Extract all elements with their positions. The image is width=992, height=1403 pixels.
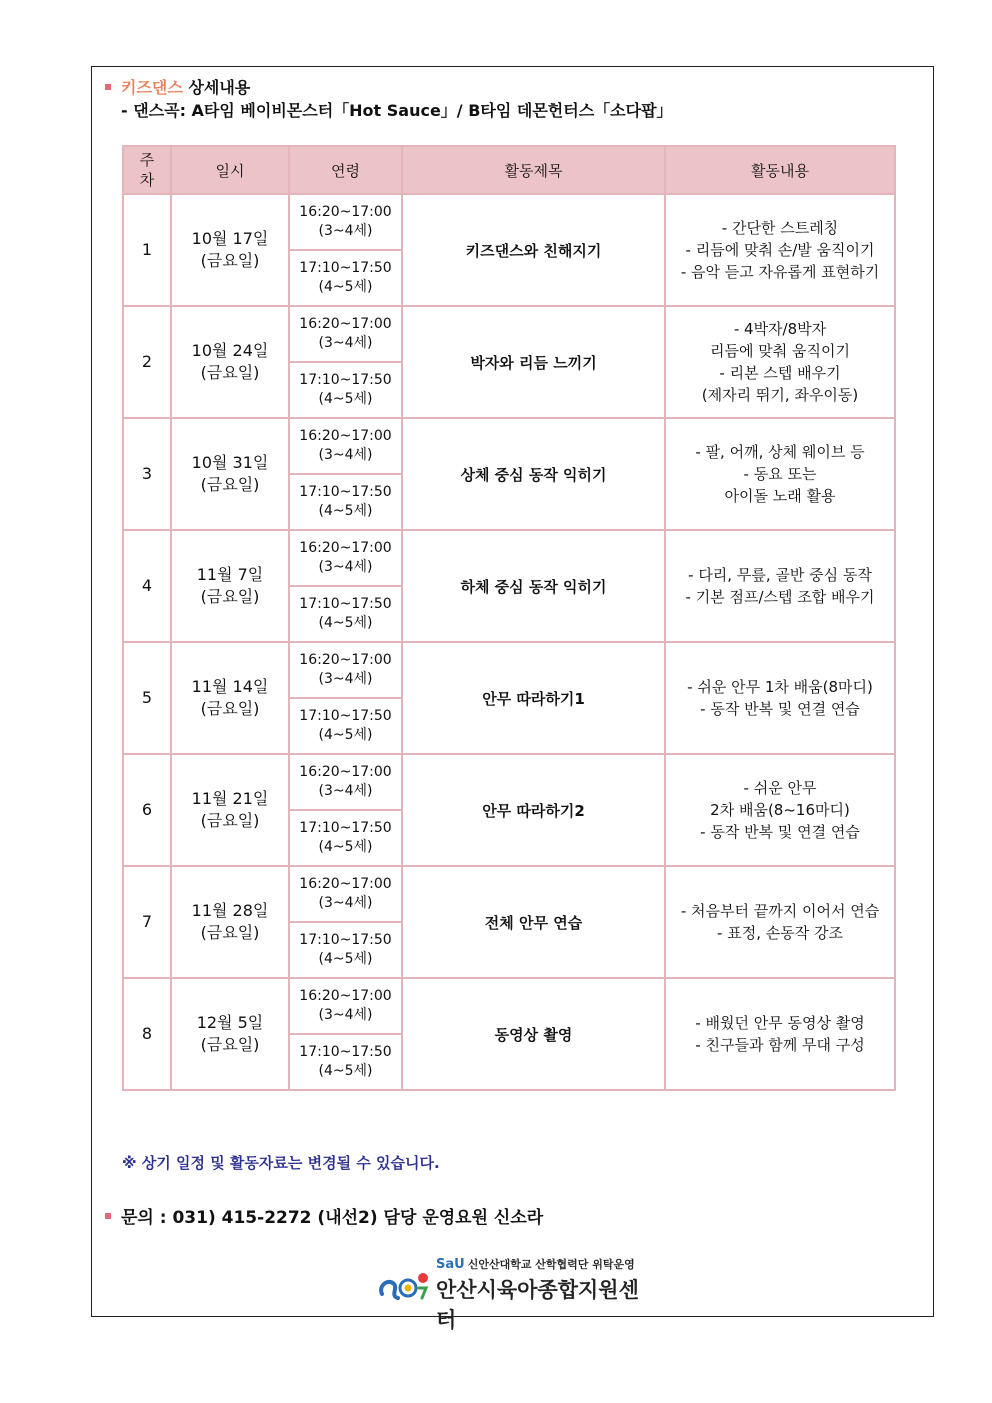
age-b: (4~5세)	[318, 1063, 373, 1079]
age-a: (3~4세)	[318, 895, 373, 911]
time-a: 16:20~17:00	[299, 652, 392, 668]
content-line: - 기본 점프/스텝 조합 배우기	[685, 588, 875, 606]
age-a: (3~4세)	[318, 1007, 373, 1023]
activity-content	[665, 754, 895, 866]
time-b: 17:10~17:50	[299, 1044, 392, 1060]
time-slot-a	[289, 194, 402, 250]
section-heading	[105, 75, 250, 98]
header-week	[123, 146, 171, 194]
content-line: - 쉬운 안무	[743, 779, 817, 797]
time-slot-b	[289, 250, 402, 306]
age-a: (3~4세)	[318, 223, 373, 239]
activity-title: 안무 따라하기1	[402, 642, 665, 754]
header-week-text	[124, 150, 170, 190]
age-a: (3~4세)	[318, 559, 373, 575]
activity-title: 상체 중심 동작 익히기	[402, 418, 665, 530]
session-date	[171, 306, 289, 418]
age-b: (4~5세)	[318, 279, 373, 295]
activity-title: 동영상 촬영	[402, 978, 665, 1090]
date-text: 11월 14일	[191, 677, 269, 696]
contact-text: 문의 : 031) 415-2272 (내선2) 담당 운영요원 신소라	[121, 1208, 544, 1228]
time-slot-a	[289, 418, 402, 474]
content-line: - 4박자/8박자	[733, 320, 827, 338]
session-date	[171, 642, 289, 754]
age-b: (4~5세)	[318, 503, 373, 519]
time-b: 17:10~17:50	[299, 596, 392, 612]
content-line: - 간단한 스트레칭	[721, 219, 839, 237]
day-text: (금요일)	[200, 475, 260, 494]
logo-tagline-text: 신안산대학교 산학협력단 위탁운영	[467, 1258, 635, 1271]
week-number: 8	[123, 978, 171, 1090]
content-line: - 배웠던 안무 동영상 촬영	[695, 1014, 865, 1032]
content-line: - 쉬운 안무 1차 배움(8마디)	[687, 678, 873, 696]
content-line: 리듬에 맞춰 움직이기	[710, 342, 850, 360]
table-row	[123, 754, 895, 810]
content-line: - 표정, 손동작 강조	[717, 924, 843, 942]
date-text: 10월 17일	[191, 229, 269, 248]
content-line: - 동작 반복 및 연결 연습	[700, 700, 860, 718]
content-line: - 리본 스텝 배우기	[719, 364, 841, 382]
time-b: 17:10~17:50	[299, 260, 392, 276]
time-b: 17:10~17:50	[299, 372, 392, 388]
day-text: (금요일)	[200, 251, 260, 270]
time-a: 16:20~17:00	[299, 876, 392, 892]
activity-content	[665, 978, 895, 1090]
table-row	[123, 418, 895, 474]
center-name: 안산시육아종합지원센터	[436, 1278, 639, 1332]
table-row	[123, 194, 895, 250]
schedule-table	[122, 145, 896, 1091]
activity-title: 박자와 리듬 느끼기	[402, 306, 665, 418]
activity-title: 키즈댄스와 친해지기	[402, 194, 665, 306]
day-text: (금요일)	[200, 587, 260, 606]
heading-accent: 키즈댄스	[121, 78, 183, 97]
contact-info	[105, 1203, 543, 1228]
content-line: - 음악 듣고 자유롭게 표현하기	[680, 263, 880, 281]
time-slot-a	[289, 866, 402, 922]
activity-content	[665, 530, 895, 642]
time-slot-b	[289, 810, 402, 866]
change-notice: ※ 상기 일정 및 활동자료는 변경될 수 있습니다.	[122, 1154, 440, 1172]
session-date	[171, 866, 289, 978]
time-slot-b	[289, 474, 402, 530]
age-b: (4~5세)	[318, 839, 373, 855]
day-text: (금요일)	[200, 811, 260, 830]
time-slot-b	[289, 922, 402, 978]
time-b: 17:10~17:50	[299, 820, 392, 836]
activity-content	[665, 418, 895, 530]
activity-content	[665, 866, 895, 978]
age-a: (3~4세)	[318, 783, 373, 799]
week-number: 3	[123, 418, 171, 530]
age-b: (4~5세)	[318, 391, 373, 407]
week-number: 7	[123, 866, 171, 978]
bullet-icon	[105, 1213, 111, 1219]
time-slot-a	[289, 530, 402, 586]
week-number: 6	[123, 754, 171, 866]
header-title: 활동제목	[402, 146, 665, 194]
content-line: - 리듬에 맞춰 손/발 움직이기	[685, 241, 875, 259]
activity-title: 전체 안무 연습	[402, 866, 665, 978]
age-a: (3~4세)	[318, 671, 373, 687]
content-line: 2차 배움(8~16마디)	[710, 801, 850, 819]
time-a: 16:20~17:00	[299, 204, 392, 220]
activity-title: 안무 따라하기2	[402, 754, 665, 866]
center-logo	[376, 1256, 656, 1332]
time-slot-a	[289, 754, 402, 810]
header-content: 활동내용	[665, 146, 895, 194]
time-a: 16:20~17:00	[299, 988, 392, 1004]
header-week-char: 차	[139, 171, 155, 189]
time-slot-a	[289, 978, 402, 1034]
week-number: 1	[123, 194, 171, 306]
activity-title: 하체 중심 동작 익히기	[402, 530, 665, 642]
date-text: 11월 21일	[191, 789, 269, 808]
date-text: 11월 28일	[191, 901, 269, 920]
header-age: 연령	[289, 146, 402, 194]
content-line: (제자리 뛰기, 좌우이동)	[701, 386, 859, 404]
time-a: 16:20~17:00	[299, 764, 392, 780]
content-line: - 다리, 무릎, 골반 중심 동작	[688, 566, 872, 584]
header-date: 일시	[171, 146, 289, 194]
time-slot-a	[289, 642, 402, 698]
week-number: 4	[123, 530, 171, 642]
session-date	[171, 418, 289, 530]
day-text: (금요일)	[200, 699, 260, 718]
activity-content	[665, 306, 895, 418]
day-text: (금요일)	[200, 923, 260, 942]
day-text: (금요일)	[200, 363, 260, 382]
content-line: 아이돌 노래 활용	[724, 487, 836, 505]
age-b: (4~5세)	[318, 615, 373, 631]
content-line: - 팔, 어깨, 상체 웨이브 등	[695, 443, 865, 461]
age-a: (3~4세)	[318, 335, 373, 351]
time-b: 17:10~17:50	[299, 708, 392, 724]
age-a: (3~4세)	[318, 447, 373, 463]
session-date	[171, 754, 289, 866]
week-number: 2	[123, 306, 171, 418]
content-line: - 동작 반복 및 연결 연습	[700, 823, 860, 841]
activity-content	[665, 642, 895, 754]
time-slot-a	[289, 306, 402, 362]
time-a: 16:20~17:00	[299, 428, 392, 444]
table-row	[123, 306, 895, 362]
heading-label: 상세내용	[188, 78, 251, 97]
age-b: (4~5세)	[318, 727, 373, 743]
time-slot-b	[289, 1034, 402, 1090]
content-line: - 친구들과 함께 무대 구성	[695, 1036, 865, 1054]
week-number: 5	[123, 642, 171, 754]
time-slot-b	[289, 586, 402, 642]
table-row	[123, 530, 895, 586]
time-a: 16:20~17:00	[299, 316, 392, 332]
session-date	[171, 978, 289, 1090]
age-b: (4~5세)	[318, 951, 373, 967]
logo-tagline	[436, 1256, 635, 1272]
center-logo-icon	[376, 1268, 432, 1302]
day-text: (금요일)	[200, 1035, 260, 1054]
date-text: 10월 24일	[191, 341, 269, 360]
time-slot-b	[289, 362, 402, 418]
time-b: 17:10~17:50	[299, 932, 392, 948]
bullet-icon	[105, 84, 111, 90]
table-row	[123, 642, 895, 698]
date-text: 12월 5일	[196, 1013, 264, 1032]
table-row	[123, 978, 895, 1034]
time-b: 17:10~17:50	[299, 484, 392, 500]
date-text: 10월 31일	[191, 453, 269, 472]
content-line: - 처음부터 끝까지 이어서 연습	[680, 902, 880, 920]
table-row	[123, 866, 895, 922]
dance-songs: - 댄스곡: A타임 베이비몬스터「Hot Sauce」/ B타임 데몬헌터스「소다팝」	[121, 101, 673, 120]
sau-mark: SaU	[436, 1257, 465, 1272]
content-line: - 동요 또는	[743, 465, 817, 483]
date-text: 11월 7일	[196, 565, 264, 584]
session-date	[171, 194, 289, 306]
activity-content	[665, 194, 895, 306]
time-slot-b	[289, 698, 402, 754]
table-header-row	[123, 146, 895, 194]
session-date	[171, 530, 289, 642]
header-week-char: 주	[139, 151, 155, 169]
time-a: 16:20~17:00	[299, 540, 392, 556]
